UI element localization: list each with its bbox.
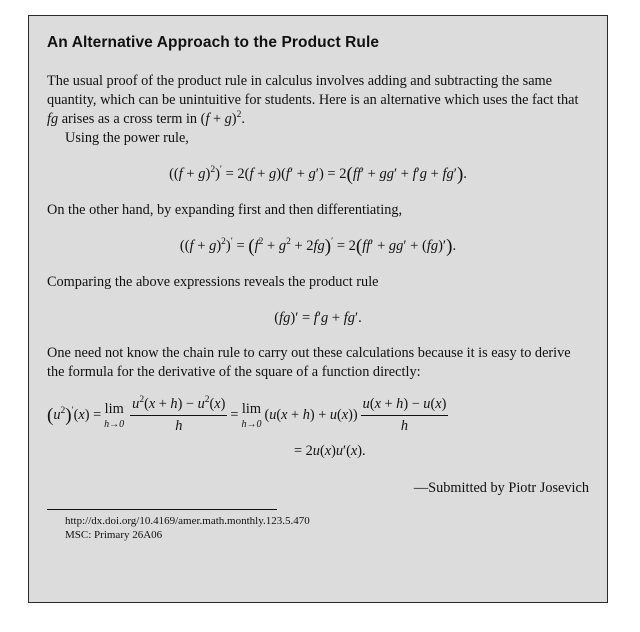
intro-paragraph: The usual proof of the product rule in calculus involves adding and subtracting the same quantity, which can be unintuitive for students. Here is an alternative which uses the fact that fg arises as a cross term in $(f + g)^2$. (47, 73, 579, 127)
equation-expand: $((f + g)^2)' = (f^2 + g^2 + 2fg)' = 2(ff' + gg' + (fg)')$. (179, 236, 457, 257)
article-box (28, 15, 608, 603)
article-title: An Alternative Approach to the Product Rule (47, 34, 380, 51)
compare-text: Comparing the above expressions reveals the product rule (47, 274, 379, 290)
article-content (47, 34, 589, 542)
equation-power-rule: $((f + g)^2)' = 2(f + g)(f' + g') = 2(ff' + gg' + f'g + fg')$. (169, 164, 467, 185)
expand-text: On the other hand, by expanding first and then differentiating, (47, 202, 403, 218)
signature: —Submitted by Piotr Josevich (413, 480, 589, 496)
chain-rule-text: One need not know the chain rule to carry out these calculations because it is easy to derive the formula for the derivative of the square of a function directly: (47, 345, 571, 380)
msc-code: MSC: Primary 26A06 (65, 529, 163, 541)
doi-link[interactable]: http://dx.doi.org/10.4169/amer.math.monthly.123.5.470 (65, 515, 310, 527)
footnote-divider (47, 509, 277, 510)
equation-product-rule: (fg)′ = f′g + fg′. (274, 310, 362, 326)
power-rule-text: Using the power rule, (65, 130, 189, 146)
equation-square-derivative: $(u^2)'(x)$ = lim h→0 $\frac{u^2(x + h) - u^2(x)}{h}$ = lim h→0 (u(x + h) + u(x)) $\frac{u(x + h) - u(x)}{h}$ = 2u(x)u′(x). (47, 395, 447, 459)
